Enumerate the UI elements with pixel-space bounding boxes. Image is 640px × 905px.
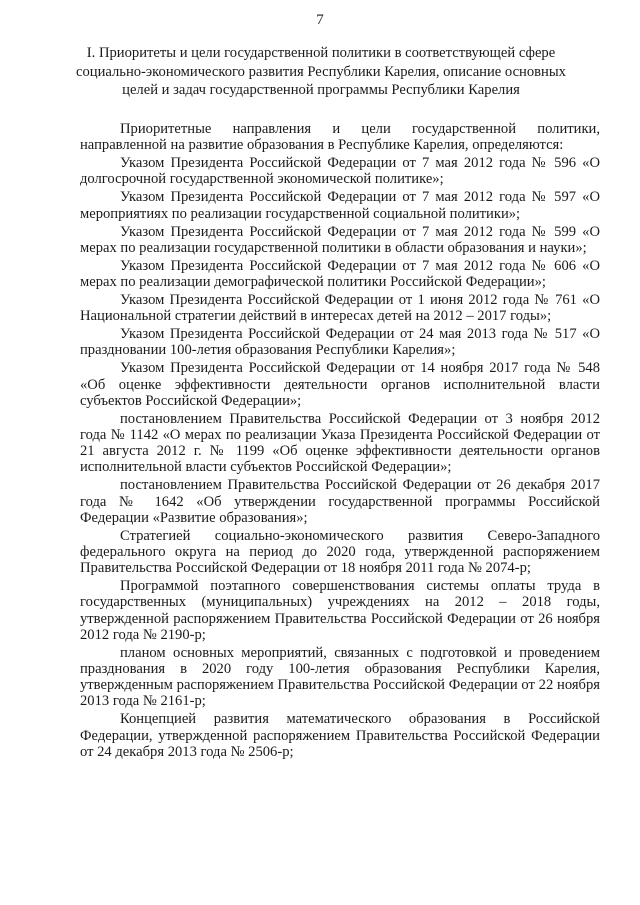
paragraph-concept-2506: Концепцией развития математического образования в Российской Федерации, утвержденной распоряжением Правительства Российской Федерации от 24 декабря 2013 года № 2506-р;	[80, 711, 600, 760]
page-number: 7	[316, 12, 324, 28]
paragraph-decree-761: Указом Президента Российской Федерации от 1 июня 2012 года № 761 «О Национальной стратегии действий в интересах детей на 2012 – 2017 годы»;	[80, 292, 600, 325]
document-body	[80, 121, 600, 762]
paragraph-decree-596: Указом Президента Российской Федерации от 7 мая 2012 года № 596 «О долгосрочной государственной экономической политике»;	[80, 155, 600, 188]
paragraph-decree-597: Указом Президента Российской Федерации от 7 мая 2012 года № 597 «О мероприятиях по реализации государственной социальной политики»;	[80, 189, 600, 222]
paragraph-decree-548: Указом Президента Российской Федерации от 14 ноября 2017 года № 548 «Об оценке эффективности деятельности органов исполнительной власти субъектов Российской Федерации»;	[80, 360, 600, 409]
paragraph-decree-517: Указом Президента Российской Федерации от 24 мая 2013 года № 517 «О праздновании 100-летия образования Республики Карелия»;	[80, 326, 600, 359]
paragraph-program-2190: Программой поэтапного совершенствования системы оплаты труда в государственных (муниципальных) учреждениях на 2012 – 2018 годы, утвержденной распоряжением Правительства Российской Федерации от 26 ноября 2012 года № 2190-р;	[80, 578, 600, 643]
section-title: I. Приоритеты и цели государственной политики в соответствующей сфере социально-экономического развития Республики Карелия, описание основных целей и задач государственной программы Республики Карелия	[76, 45, 566, 98]
paragraph-intro: Приоритетные направления и цели государственной политики, направленной на развитие образования в Республике Карелия, определяются:	[80, 121, 600, 154]
paragraph-strategy-2074: Стратегией социально-экономического развития Северо-Западного федерального округа на период до 2020 года, утвержденной распоряжением Правительства Российской Федерации от 18 ноября 2011 года № 2074-р;	[80, 527, 600, 577]
paragraph-decree-599: Указом Президента Российской Федерации от 7 мая 2012 года № 599 «О мерах по реализации государственной политики в области образования и науки»;	[80, 223, 600, 256]
paragraph-resolution-1642: постановлением Правительства Российской Федерации от 26 декабря 2017 года № 1642 «Об утверждении государственной программы Российской Федерации «Развитие образования»;	[80, 477, 600, 526]
paragraph-plan-2161: планом основных мероприятий, связанных с подготовкой и проведением празднования в 2020 году 100-летия образования Республики Карелия, утвержденным распоряжением Правительства Российской Федерации от 22 ноября 2013 года № 2161-р;	[80, 644, 600, 710]
paragraph-decree-606: Указом Президента Российской Федерации от 7 мая 2012 года № 606 «О мерах по реализации демографической политики Российской Федерации»;	[80, 257, 600, 291]
paragraph-resolution-1142: постановлением Правительства Российской Федерации от 3 ноября 2012 года № 1142 «О мерах по реализации Указа Президента Российской Федерации от 21 августа 2012 г. № 1199 «Об оценке эффективности деятельности органов исполнительной власти субъектов Российской Федерации»;	[80, 410, 600, 476]
